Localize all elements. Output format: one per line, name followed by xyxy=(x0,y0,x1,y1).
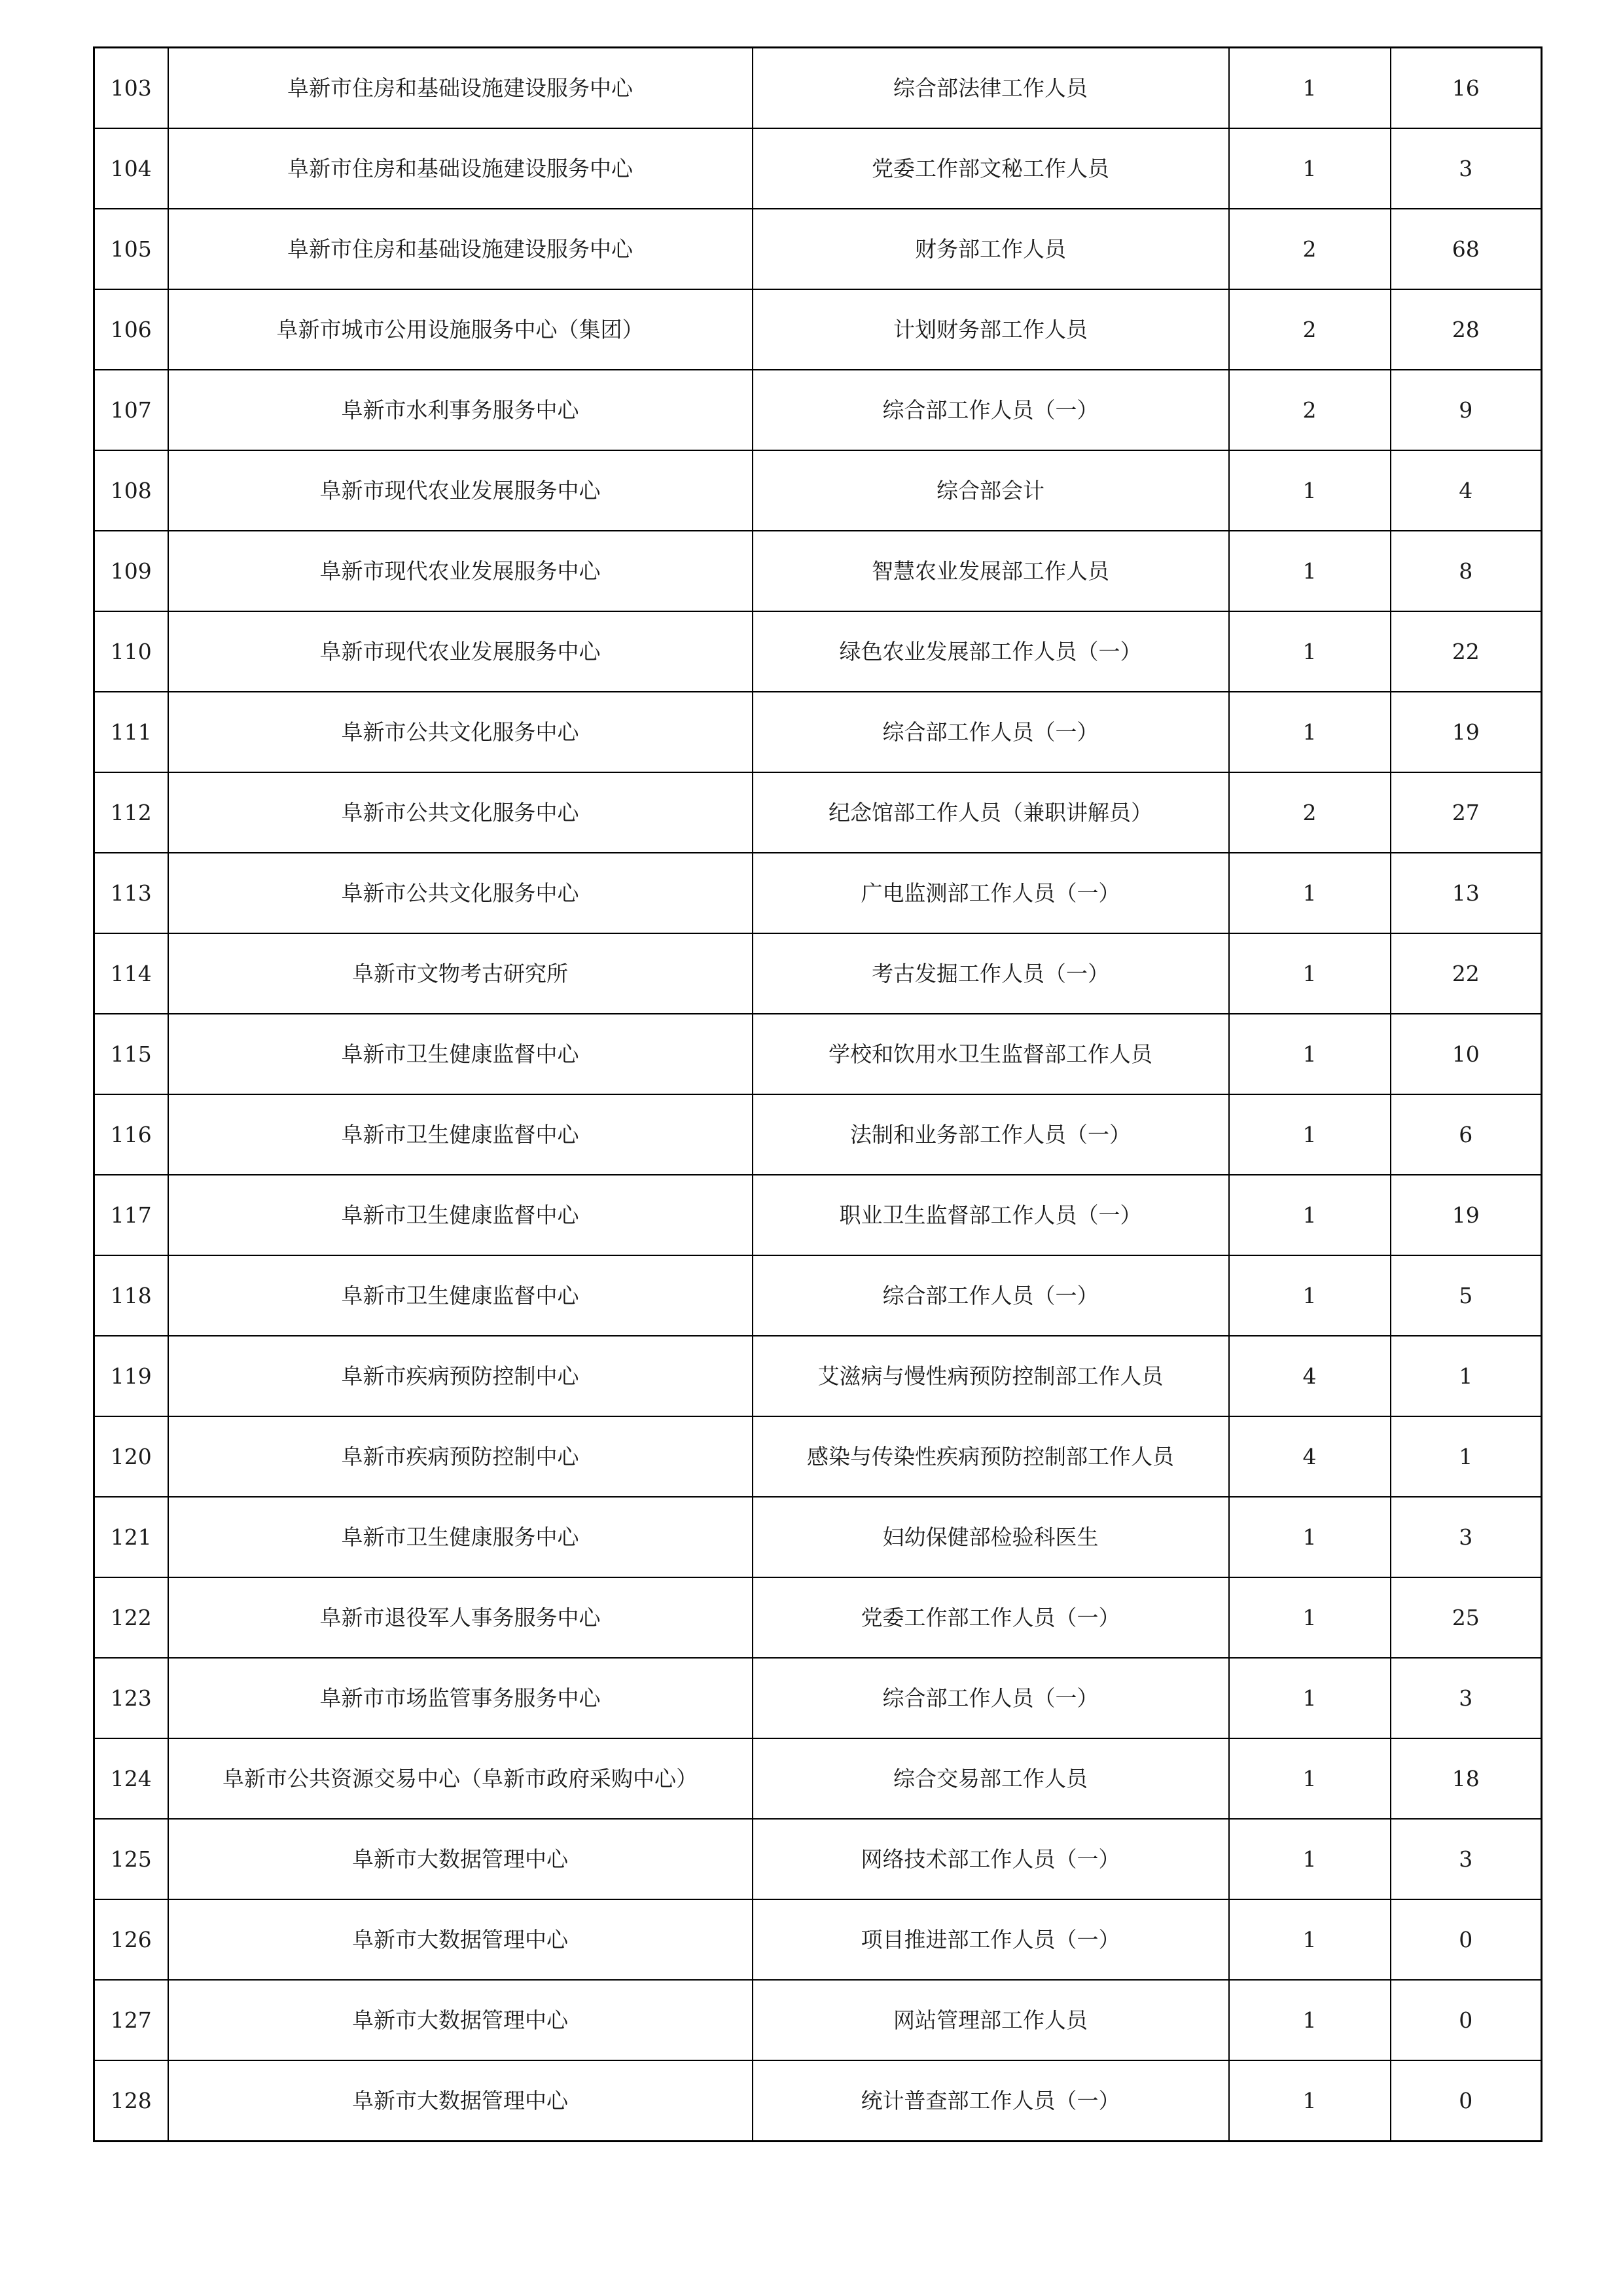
plan-count: 1 xyxy=(1229,1497,1391,1577)
position-name: 综合部工作人员（一） xyxy=(753,1658,1229,1738)
plan-count: 2 xyxy=(1229,772,1391,853)
plan-count: 2 xyxy=(1229,289,1391,370)
applicant-count: 1 xyxy=(1391,1416,1542,1497)
position-name: 财务部工作人员 xyxy=(753,209,1229,289)
plan-count: 1 xyxy=(1229,1175,1391,1255)
row-number: 121 xyxy=(94,1497,168,1577)
position-name: 纪念馆部工作人员（兼职讲解员） xyxy=(753,772,1229,853)
plan-count: 1 xyxy=(1229,1819,1391,1899)
applicant-count: 16 xyxy=(1391,48,1542,129)
table-row xyxy=(94,611,1542,692)
applicant-count: 22 xyxy=(1391,611,1542,692)
table-body xyxy=(94,48,1542,2142)
table-row xyxy=(94,1175,1542,1255)
plan-count: 1 xyxy=(1229,48,1391,129)
plan-count: 1 xyxy=(1229,1738,1391,1819)
unit-name: 阜新市住房和基础设施建设服务中心 xyxy=(168,209,753,289)
plan-count: 1 xyxy=(1229,128,1391,209)
applicant-count: 10 xyxy=(1391,1014,1542,1094)
unit-name: 阜新市退役军人事务服务中心 xyxy=(168,1577,753,1658)
row-number: 104 xyxy=(94,128,168,209)
row-number: 122 xyxy=(94,1577,168,1658)
row-number: 123 xyxy=(94,1658,168,1738)
plan-count: 1 xyxy=(1229,1899,1391,1980)
applicant-count: 18 xyxy=(1391,1738,1542,1819)
unit-name: 阜新市疾病预防控制中心 xyxy=(168,1416,753,1497)
table-row xyxy=(94,1819,1542,1899)
applicant-count: 4 xyxy=(1391,450,1542,531)
position-name: 网络技术部工作人员（一） xyxy=(753,1819,1229,1899)
applicant-count: 19 xyxy=(1391,692,1542,772)
row-number: 105 xyxy=(94,209,168,289)
row-number: 109 xyxy=(94,531,168,611)
table-row xyxy=(94,692,1542,772)
plan-count: 1 xyxy=(1229,1658,1391,1738)
unit-name: 阜新市文物考古研究所 xyxy=(168,933,753,1014)
unit-name: 阜新市卫生健康监督中心 xyxy=(168,1175,753,1255)
applicant-count: 27 xyxy=(1391,772,1542,853)
table-row xyxy=(94,1577,1542,1658)
plan-count: 2 xyxy=(1229,209,1391,289)
plan-count: 1 xyxy=(1229,933,1391,1014)
plan-count: 1 xyxy=(1229,1094,1391,1175)
position-name: 艾滋病与慢性病预防控制部工作人员 xyxy=(753,1336,1229,1416)
plan-count: 1 xyxy=(1229,450,1391,531)
unit-name: 阜新市大数据管理中心 xyxy=(168,1899,753,1980)
table-row xyxy=(94,2060,1542,2142)
applicants-table xyxy=(93,46,1543,2142)
plan-count: 2 xyxy=(1229,370,1391,450)
unit-name: 阜新市公共文化服务中心 xyxy=(168,772,753,853)
position-name: 感染与传染性疾病预防控制部工作人员 xyxy=(753,1416,1229,1497)
row-number: 113 xyxy=(94,853,168,933)
row-number: 106 xyxy=(94,289,168,370)
row-number: 125 xyxy=(94,1819,168,1899)
unit-name: 阜新市卫生健康监督中心 xyxy=(168,1255,753,1336)
row-number: 115 xyxy=(94,1014,168,1094)
unit-name: 阜新市大数据管理中心 xyxy=(168,2060,753,2142)
plan-count: 1 xyxy=(1229,692,1391,772)
table-row xyxy=(94,128,1542,209)
plan-count: 1 xyxy=(1229,531,1391,611)
applicant-count: 3 xyxy=(1391,1658,1542,1738)
table-row xyxy=(94,48,1542,129)
row-number: 124 xyxy=(94,1738,168,1819)
applicant-count: 3 xyxy=(1391,1819,1542,1899)
table-row xyxy=(94,933,1542,1014)
row-number: 119 xyxy=(94,1336,168,1416)
position-name: 智慧农业发展部工作人员 xyxy=(753,531,1229,611)
position-name: 学校和饮用水卫生监督部工作人员 xyxy=(753,1014,1229,1094)
unit-name: 阜新市卫生健康监督中心 xyxy=(168,1094,753,1175)
table-row xyxy=(94,1980,1542,2060)
applicant-count: 3 xyxy=(1391,128,1542,209)
position-name: 党委工作部工作人员（一） xyxy=(753,1577,1229,1658)
row-number: 114 xyxy=(94,933,168,1014)
position-name: 广电监测部工作人员（一） xyxy=(753,853,1229,933)
position-name: 统计普查部工作人员（一） xyxy=(753,2060,1229,2142)
row-number: 118 xyxy=(94,1255,168,1336)
position-name: 法制和业务部工作人员（一） xyxy=(753,1094,1229,1175)
position-name: 综合部工作人员（一） xyxy=(753,1255,1229,1336)
position-name: 综合部工作人员（一） xyxy=(753,692,1229,772)
unit-name: 阜新市水利事务服务中心 xyxy=(168,370,753,450)
applicant-count: 0 xyxy=(1391,1980,1542,2060)
table-row xyxy=(94,289,1542,370)
row-number: 117 xyxy=(94,1175,168,1255)
applicant-count: 19 xyxy=(1391,1175,1542,1255)
unit-name: 阜新市现代农业发展服务中心 xyxy=(168,450,753,531)
applicant-count: 0 xyxy=(1391,1899,1542,1980)
table-row xyxy=(94,1255,1542,1336)
position-name: 绿色农业发展部工作人员（一） xyxy=(753,611,1229,692)
plan-count: 1 xyxy=(1229,1980,1391,2060)
applicant-count: 8 xyxy=(1391,531,1542,611)
table-row xyxy=(94,1416,1542,1497)
applicant-count: 5 xyxy=(1391,1255,1542,1336)
row-number: 107 xyxy=(94,370,168,450)
applicant-count: 9 xyxy=(1391,370,1542,450)
table-row xyxy=(94,209,1542,289)
unit-name: 阜新市大数据管理中心 xyxy=(168,1980,753,2060)
applicant-count: 22 xyxy=(1391,933,1542,1014)
position-name: 网站管理部工作人员 xyxy=(753,1980,1229,2060)
table-row xyxy=(94,531,1542,611)
unit-name: 阜新市市场监管事务服务中心 xyxy=(168,1658,753,1738)
position-name: 项目推进部工作人员（一） xyxy=(753,1899,1229,1980)
unit-name: 阜新市卫生健康监督中心 xyxy=(168,1014,753,1094)
applicant-count: 28 xyxy=(1391,289,1542,370)
table-row xyxy=(94,1899,1542,1980)
unit-name: 阜新市公共资源交易中心（阜新市政府采购中心） xyxy=(168,1738,753,1819)
applicant-count: 68 xyxy=(1391,209,1542,289)
plan-count: 1 xyxy=(1229,611,1391,692)
unit-name: 阜新市公共文化服务中心 xyxy=(168,853,753,933)
position-name: 综合部法律工作人员 xyxy=(753,48,1229,129)
unit-name: 阜新市住房和基础设施建设服务中心 xyxy=(168,48,753,129)
plan-count: 1 xyxy=(1229,1577,1391,1658)
row-number: 110 xyxy=(94,611,168,692)
unit-name: 阜新市住房和基础设施建设服务中心 xyxy=(168,128,753,209)
row-number: 128 xyxy=(94,2060,168,2142)
unit-name: 阜新市大数据管理中心 xyxy=(168,1819,753,1899)
table-row xyxy=(94,853,1542,933)
row-number: 112 xyxy=(94,772,168,853)
row-number: 116 xyxy=(94,1094,168,1175)
unit-name: 阜新市现代农业发展服务中心 xyxy=(168,611,753,692)
position-name: 职业卫生监督部工作人员（一） xyxy=(753,1175,1229,1255)
row-number: 127 xyxy=(94,1980,168,2060)
position-name: 考古发掘工作人员（一） xyxy=(753,933,1229,1014)
row-number: 103 xyxy=(94,48,168,129)
table-row xyxy=(94,1336,1542,1416)
applicant-count: 0 xyxy=(1391,2060,1542,2142)
position-name: 综合部会计 xyxy=(753,450,1229,531)
applicant-count: 1 xyxy=(1391,1336,1542,1416)
position-name: 党委工作部文秘工作人员 xyxy=(753,128,1229,209)
plan-count: 1 xyxy=(1229,2060,1391,2142)
position-name: 综合部工作人员（一） xyxy=(753,370,1229,450)
row-number: 111 xyxy=(94,692,168,772)
applicant-count: 25 xyxy=(1391,1577,1542,1658)
position-name: 妇幼保健部检验科医生 xyxy=(753,1497,1229,1577)
table-row xyxy=(94,1497,1542,1577)
unit-name: 阜新市城市公用设施服务中心（集团） xyxy=(168,289,753,370)
plan-count: 4 xyxy=(1229,1336,1391,1416)
applicant-count: 6 xyxy=(1391,1094,1542,1175)
plan-count: 1 xyxy=(1229,853,1391,933)
plan-count: 4 xyxy=(1229,1416,1391,1497)
table-row xyxy=(94,450,1542,531)
position-name: 计划财务部工作人员 xyxy=(753,289,1229,370)
table-row xyxy=(94,772,1542,853)
unit-name: 阜新市公共文化服务中心 xyxy=(168,692,753,772)
table-row xyxy=(94,1094,1542,1175)
row-number: 120 xyxy=(94,1416,168,1497)
unit-name: 阜新市现代农业发展服务中心 xyxy=(168,531,753,611)
position-name: 综合交易部工作人员 xyxy=(753,1738,1229,1819)
table-row xyxy=(94,1658,1542,1738)
table-row xyxy=(94,1738,1542,1819)
row-number: 108 xyxy=(94,450,168,531)
table-row xyxy=(94,370,1542,450)
plan-count: 1 xyxy=(1229,1255,1391,1336)
unit-name: 阜新市疾病预防控制中心 xyxy=(168,1336,753,1416)
applicant-count: 3 xyxy=(1391,1497,1542,1577)
table-row xyxy=(94,1014,1542,1094)
row-number: 126 xyxy=(94,1899,168,1980)
plan-count: 1 xyxy=(1229,1014,1391,1094)
unit-name: 阜新市卫生健康服务中心 xyxy=(168,1497,753,1577)
applicant-count: 13 xyxy=(1391,853,1542,933)
